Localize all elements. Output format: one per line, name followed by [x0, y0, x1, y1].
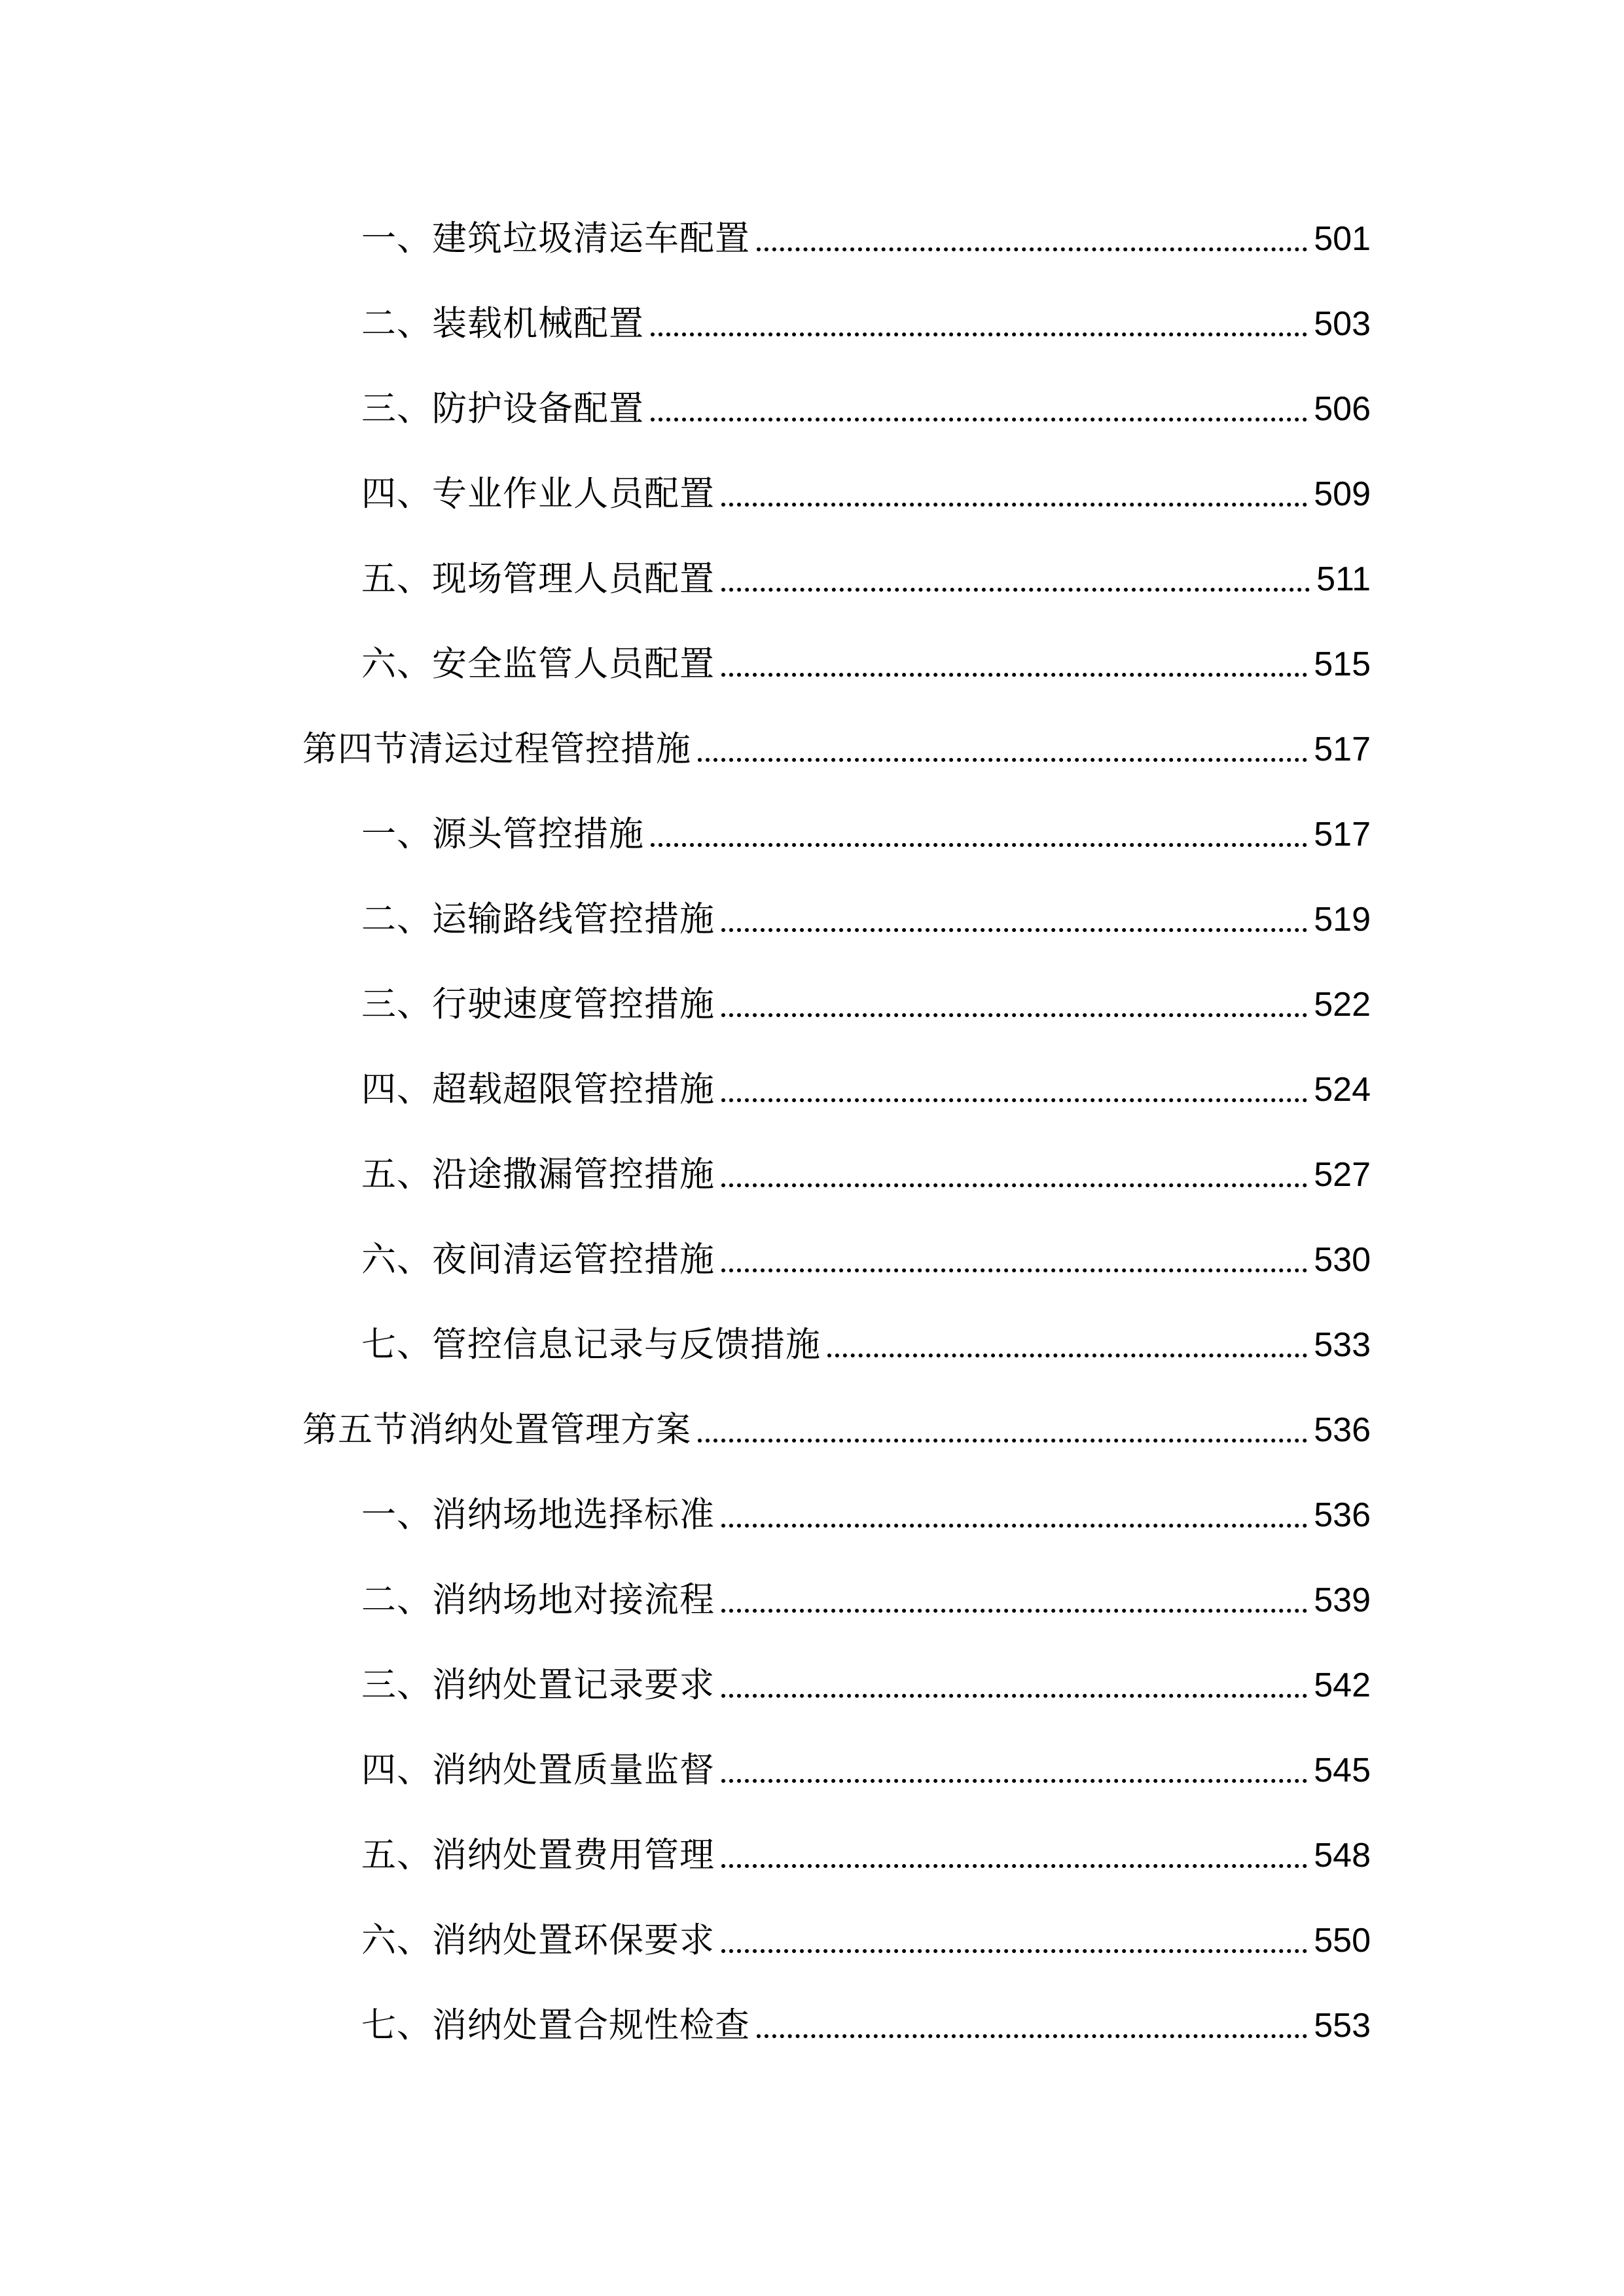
toc-entry-label: 三、消纳处置记录要求: [361, 1665, 715, 1705]
toc-dot-leader: [721, 1013, 1307, 1017]
toc-page-number: 515: [1314, 645, 1371, 683]
toc-dot-leader: [651, 332, 1307, 336]
toc-dot-leader: [721, 1694, 1307, 1698]
toc-dot-leader: [721, 588, 1310, 592]
toc-page-number: 550: [1314, 1922, 1371, 1960]
toc-dot-leader: [757, 2034, 1307, 2038]
toc-entry-label: 五、现场管理人员配置: [361, 559, 715, 599]
toc-page-number: 517: [1314, 730, 1371, 768]
toc-dot-leader: [721, 1779, 1307, 1783]
toc-entry-label: 五、沿途撒漏管控措施: [361, 1155, 715, 1194]
toc-page-number: 536: [1314, 1496, 1371, 1534]
toc-subsection-entry[interactable]: [302, 1826, 1371, 1885]
toc-entry-label: 第五节消纳处置管理方案: [302, 1410, 691, 1450]
toc-dot-leader: [698, 1439, 1307, 1443]
toc-subsection-entry[interactable]: [302, 550, 1371, 609]
toc-dot-leader: [721, 1098, 1307, 1102]
toc-dot-leader: [721, 1864, 1307, 1868]
toc-entry-label: 一、建筑垃圾清运车配置: [361, 219, 750, 259]
toc-entry-label: 二、装载机械配置: [361, 304, 644, 344]
toc-page-number: 530: [1314, 1241, 1371, 1279]
toc-page-number: 527: [1314, 1156, 1371, 1194]
toc-page-number: 522: [1314, 986, 1371, 1024]
toc-page-number: 509: [1314, 475, 1371, 513]
toc-subsection-entry[interactable]: [302, 1571, 1371, 1630]
toc-entry-label: 二、消纳场地对接流程: [361, 1580, 715, 1620]
toc-dot-leader: [721, 1183, 1307, 1187]
toc-subsection-entry[interactable]: [302, 1486, 1371, 1545]
toc-page-number: 536: [1314, 1411, 1371, 1449]
toc-page-number: 524: [1314, 1071, 1371, 1109]
toc-page-number: 545: [1314, 1751, 1371, 1789]
toc-page-number: 548: [1314, 1837, 1371, 1874]
toc-subsection-entry[interactable]: [302, 805, 1371, 864]
toc-dot-leader: [721, 1524, 1307, 1528]
toc-page-number: 533: [1314, 1326, 1371, 1364]
toc-subsection-entry[interactable]: [302, 380, 1371, 439]
toc-dot-leader: [721, 673, 1307, 677]
toc-entry-label: 二、运输路线管控措施: [361, 899, 715, 939]
toc-entry-label: 第四节清运过程管控措施: [302, 729, 691, 769]
toc-subsection-entry[interactable]: [302, 635, 1371, 694]
toc-entry-label: 四、专业作业人员配置: [361, 474, 715, 514]
toc-entry-label: 三、行驶速度管控措施: [361, 984, 715, 1024]
toc-subsection-entry[interactable]: [302, 1230, 1371, 1289]
toc-entry-label: 三、防护设备配置: [361, 389, 644, 429]
toc-entry-label: 七、管控信息记录与反馈措施: [361, 1325, 821, 1365]
toc-subsection-entry[interactable]: [302, 1741, 1371, 1800]
toc-subsection-entry[interactable]: [302, 1656, 1371, 1715]
toc-dot-leader: [827, 1354, 1307, 1357]
toc-subsection-entry[interactable]: [302, 465, 1371, 524]
toc-dot-leader: [721, 1609, 1307, 1613]
toc-page-number: 506: [1314, 390, 1371, 428]
toc-dot-leader: [721, 1949, 1307, 1953]
toc-subsection-entry[interactable]: [302, 1316, 1371, 1374]
toc-subsection-entry[interactable]: [302, 1060, 1371, 1119]
toc-subsection-entry[interactable]: [302, 975, 1371, 1034]
toc-page-number: 501: [1314, 220, 1371, 258]
toc-page-number: 553: [1314, 2007, 1371, 2045]
toc-entry-label: 五、消纳处置费用管理: [361, 1835, 715, 1875]
toc-subsection-entry[interactable]: [302, 295, 1371, 353]
toc-dot-leader: [757, 247, 1307, 251]
toc-subsection-entry[interactable]: [302, 209, 1371, 268]
toc-subsection-entry[interactable]: [302, 890, 1371, 949]
toc-dot-leader: [651, 843, 1307, 847]
table-of-contents: [302, 196, 1371, 2160]
toc-dot-leader: [698, 758, 1307, 762]
toc-page-number: 517: [1314, 816, 1371, 853]
toc-entry-label: 六、安全监管人员配置: [361, 644, 715, 684]
toc-subsection-entry[interactable]: [302, 1911, 1371, 1970]
toc-page-number: 539: [1314, 1581, 1371, 1619]
toc-entry-label: 七、消纳处置合规性检查: [361, 2005, 750, 2045]
toc-page-number: 542: [1314, 1666, 1371, 1704]
toc-section-entry[interactable]: [302, 720, 1371, 779]
toc-page-number: 519: [1314, 901, 1371, 939]
toc-entry-label: 六、消纳处置环保要求: [361, 1920, 715, 1960]
toc-section-entry[interactable]: [302, 1401, 1371, 1460]
toc-subsection-entry[interactable]: [302, 1145, 1371, 1204]
toc-entry-label: 一、消纳场地选择标准: [361, 1495, 715, 1535]
toc-entry-label: 四、消纳处置质量监督: [361, 1750, 715, 1790]
toc-dot-leader: [721, 503, 1307, 507]
toc-entry-label: 四、超载超限管控措施: [361, 1069, 715, 1109]
toc-entry-label: 六、夜间清运管控措施: [361, 1240, 715, 1280]
toc-dot-leader: [651, 418, 1307, 422]
toc-entry-label: 一、源头管控措施: [361, 814, 644, 854]
toc-dot-leader: [721, 928, 1307, 932]
toc-page-number: 511: [1316, 560, 1371, 598]
toc-subsection-entry[interactable]: [302, 1996, 1371, 2055]
toc-page-number: 503: [1314, 305, 1371, 343]
toc-dot-leader: [721, 1268, 1307, 1272]
